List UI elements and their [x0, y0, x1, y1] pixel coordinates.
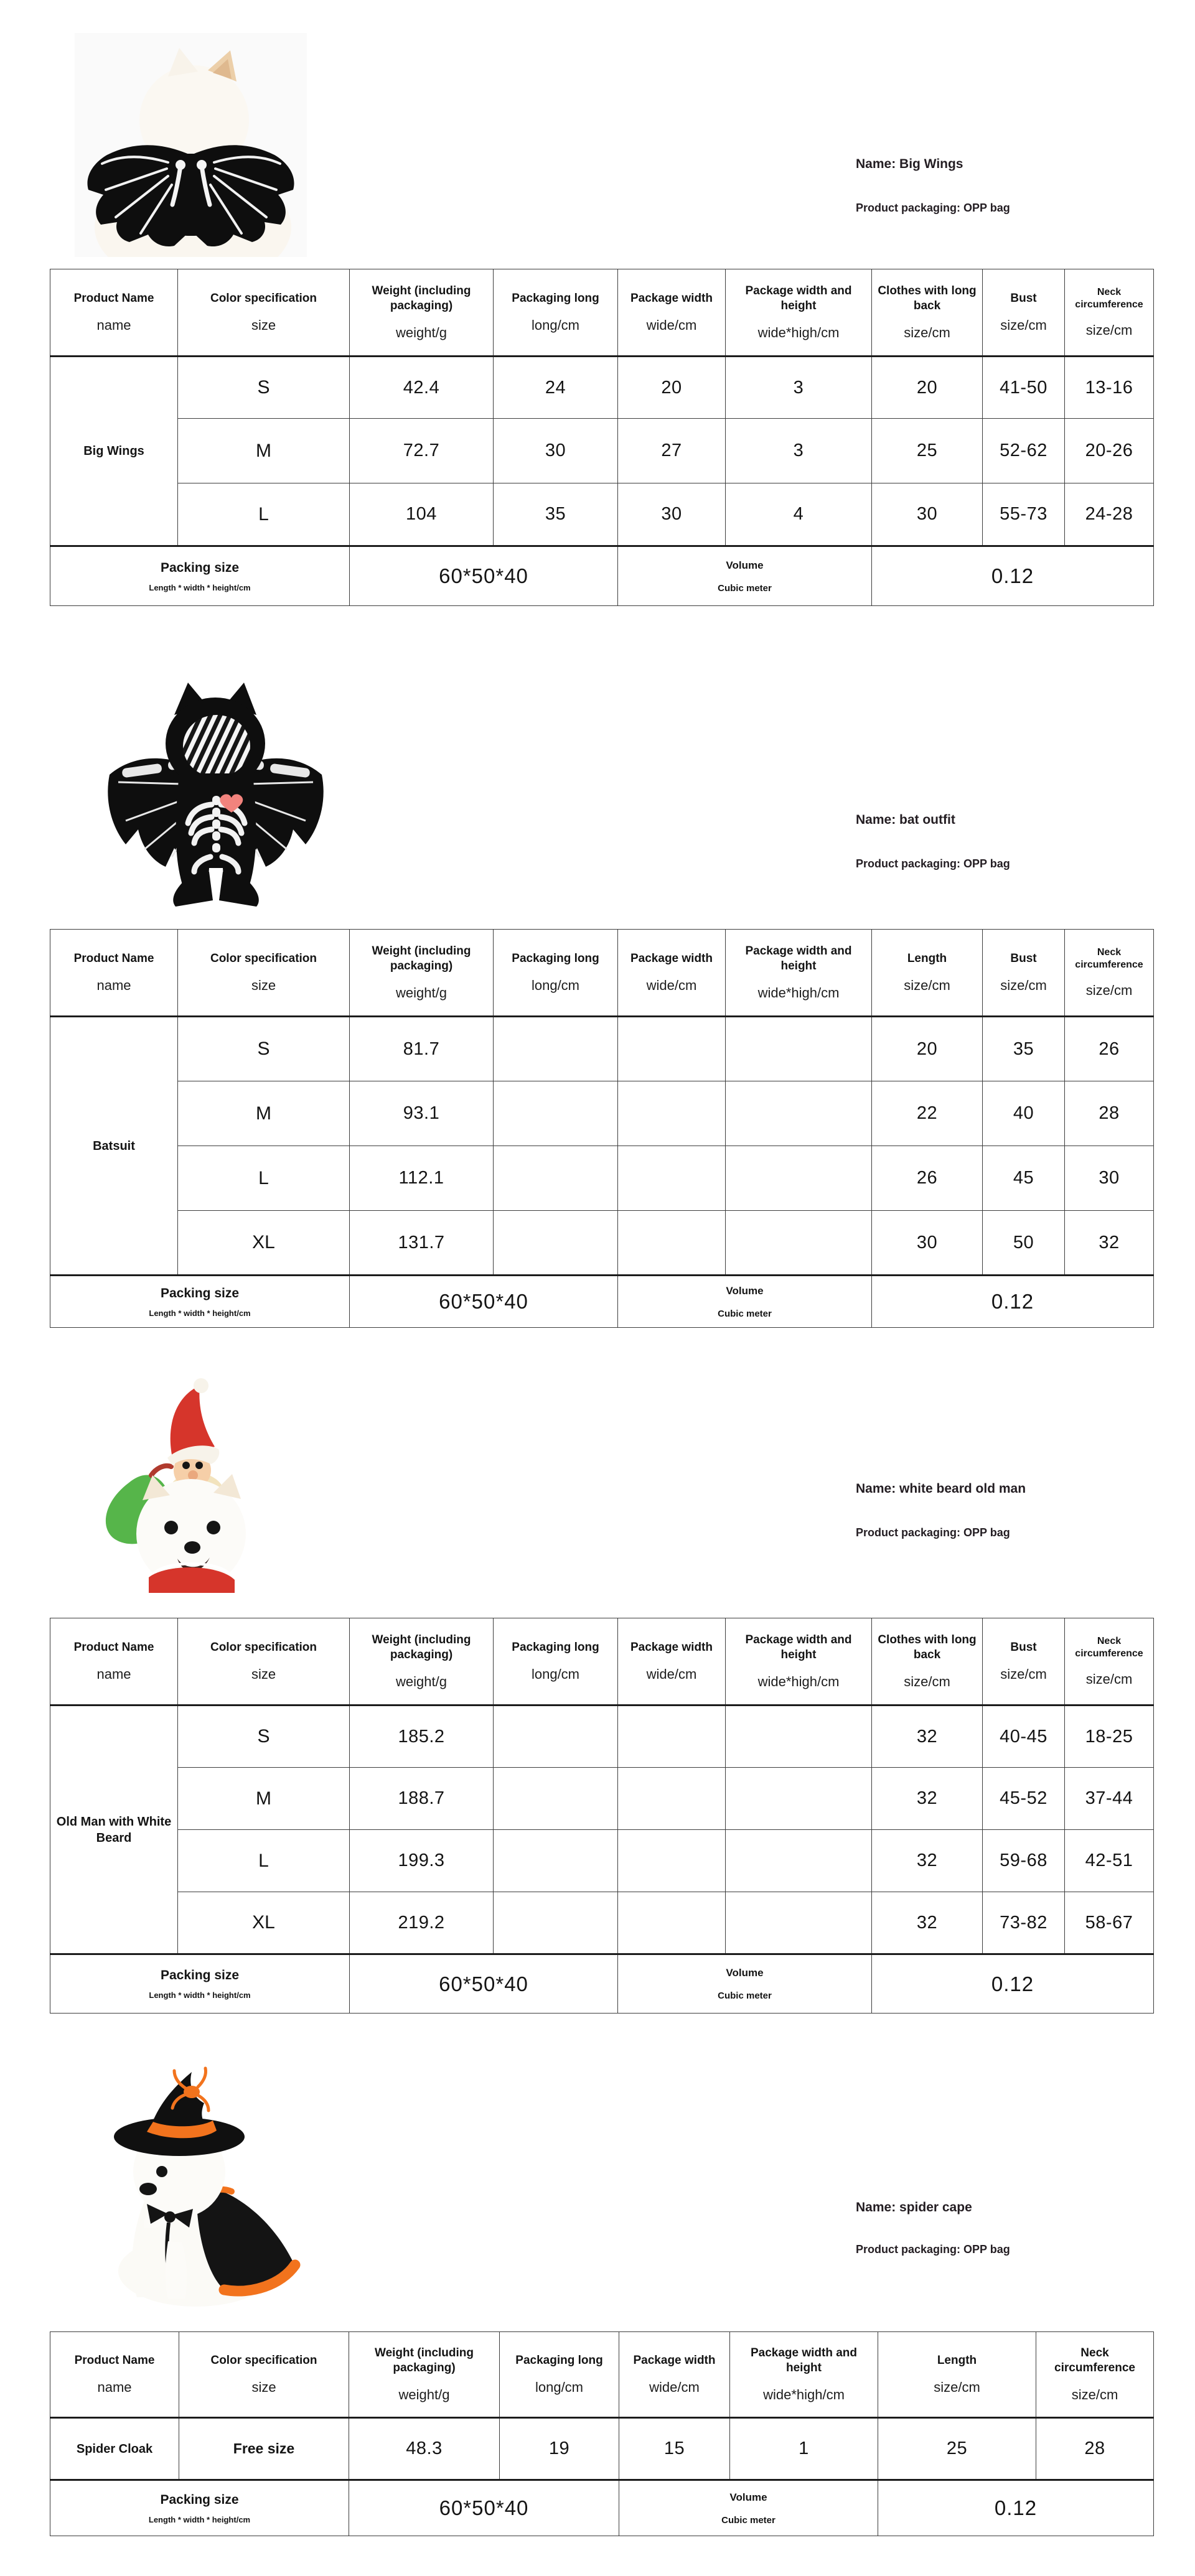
value-cell: 32 [872, 1706, 983, 1768]
packing-sublabel: Length * width * height/cm [149, 582, 251, 592]
column-title: Packaging long [512, 952, 599, 966]
column-title: Package width and height [745, 1633, 852, 1661]
column-title: Bust [1010, 952, 1037, 966]
product-name-caption: Name: white beard old man [856, 1482, 1026, 1496]
bat-wings-illustration [75, 33, 307, 257]
value-cell [726, 1146, 872, 1211]
column-header [1065, 1618, 1154, 1706]
column-unit: size/cm [934, 2379, 980, 2395]
size-cell: XL [178, 1892, 350, 1954]
value-cell [618, 1706, 726, 1768]
value-cell [494, 1211, 618, 1276]
column-header [618, 269, 726, 357]
table-row [50, 1892, 1154, 1954]
value-cell [494, 1146, 618, 1211]
column-header [872, 1618, 983, 1706]
value-cell: 4 [726, 483, 872, 546]
column-unit: name [96, 977, 131, 993]
value-cell [618, 1146, 726, 1211]
volume-label-cell [618, 1954, 872, 2014]
column-title: Weight (including packaging) [372, 284, 471, 312]
column-title: Color specification [210, 952, 317, 966]
header-row [50, 269, 1154, 357]
column-unit: size/cm [1085, 982, 1133, 998]
value-cell: 42.4 [350, 357, 494, 419]
value-cell [618, 1211, 726, 1276]
value-cell: 93.1 [350, 1081, 494, 1146]
column-unit: size [251, 317, 276, 333]
product-photo-spider-cape [75, 2066, 324, 2307]
packing-label-cell [50, 1276, 350, 1328]
value-cell: 55-73 [983, 483, 1065, 546]
column-header [50, 930, 178, 1017]
value-cell: 30 [872, 1211, 983, 1276]
value-cell: 41-50 [983, 357, 1065, 419]
column-unit: wide/cm [646, 1666, 697, 1682]
value-cell: 20-26 [1065, 419, 1154, 483]
column-header [618, 1618, 726, 1706]
value-cell: 19 [500, 2418, 619, 2480]
volume-label: Volume [726, 1284, 764, 1297]
column-header [494, 269, 618, 357]
column-header [178, 269, 350, 357]
packing-row [50, 546, 1154, 606]
value-cell: 35 [983, 1017, 1065, 1081]
column-header [179, 2332, 349, 2418]
column-header [618, 930, 726, 1017]
table-row [50, 357, 1154, 419]
column-title: Color specification [210, 2354, 317, 2368]
santa-costume-illustration [91, 1377, 274, 1593]
packing-row [50, 2480, 1154, 2536]
value-cell [726, 1017, 872, 1081]
column-header [726, 930, 872, 1017]
value-cell: 131.7 [350, 1211, 494, 1276]
value-cell: 30 [618, 483, 726, 546]
value-cell: 104 [350, 483, 494, 546]
size-cell: Free size [179, 2418, 349, 2480]
column-title: Product Name [73, 952, 154, 966]
column-header [350, 269, 494, 357]
column-title: Clothes with long back [878, 284, 977, 312]
volume-label: Volume [729, 2491, 767, 2503]
column-header [983, 269, 1065, 357]
column-unit: size/cm [1000, 317, 1047, 333]
header-row [50, 2332, 1154, 2418]
column-title: Neck circumference [1054, 2346, 1135, 2374]
value-cell [618, 1768, 726, 1830]
column-header [1065, 930, 1154, 1017]
value-cell: 22 [872, 1081, 983, 1146]
product-name-cell: Spider Cloak [50, 2418, 179, 2480]
packing-label-cell [50, 546, 350, 606]
value-cell: 3 [726, 357, 872, 419]
column-title: Color specification [210, 1641, 317, 1654]
column-unit: long/cm [531, 317, 580, 333]
table-row [50, 483, 1154, 546]
column-unit: wide*high/cm [763, 2386, 845, 2402]
value-cell [494, 1768, 618, 1830]
value-cell [494, 1081, 618, 1146]
product-packaging-caption: Product packaging: OPP bag [856, 2243, 1010, 2256]
value-cell [494, 1892, 618, 1954]
value-cell [618, 1017, 726, 1081]
column-header [178, 930, 350, 1017]
column-unit: wide*high/cm [757, 1673, 840, 1689]
value-cell: 26 [872, 1146, 983, 1211]
volume-sublabel: Cubic meter [718, 1990, 772, 2001]
column-title: Bust [1010, 292, 1037, 306]
table-row [50, 1017, 1154, 1081]
column-header [726, 269, 872, 357]
size-cell: S [178, 1706, 350, 1768]
value-cell [618, 1081, 726, 1146]
column-title: Package width and height [745, 284, 852, 312]
column-title: Length [937, 2354, 977, 2368]
column-title: Neck circumference [1075, 1636, 1143, 1659]
column-header [1065, 269, 1154, 357]
packing-size-cell: 60*50*40 [349, 2480, 619, 2536]
volume-value-cell: 0.12 [872, 546, 1154, 606]
value-cell: 50 [983, 1211, 1065, 1276]
value-cell [726, 1892, 872, 1954]
volume-label: Volume [726, 559, 764, 571]
column-header [349, 2332, 500, 2418]
column-title: Clothes with long back [878, 1633, 977, 1661]
value-cell: 27 [618, 419, 726, 483]
packing-size-cell: 60*50*40 [350, 1954, 618, 2014]
column-header [178, 1618, 350, 1706]
value-cell: 48.3 [349, 2418, 500, 2480]
value-cell: 199.3 [350, 1830, 494, 1892]
value-cell: 42-51 [1065, 1830, 1154, 1892]
column-unit: name [96, 1666, 131, 1682]
column-unit: size/cm [904, 324, 950, 340]
volume-sublabel: Cubic meter [721, 2514, 776, 2526]
product-name-caption: Name: bat outfit [856, 813, 955, 827]
column-unit: size/cm [904, 1673, 950, 1689]
column-header [350, 1618, 494, 1706]
value-cell: 59-68 [983, 1830, 1065, 1892]
packing-label: Packing size [160, 560, 240, 575]
column-title: Package width [633, 2354, 716, 2368]
table-row [50, 2418, 1154, 2480]
value-cell: 25 [878, 2418, 1036, 2480]
value-cell [494, 1830, 618, 1892]
column-unit: long/cm [535, 2379, 584, 2395]
column-header [878, 2332, 1036, 2418]
column-title: Color specification [210, 292, 317, 306]
value-cell: 30 [1065, 1146, 1154, 1211]
volume-label-cell [619, 2480, 878, 2536]
value-cell: 32 [872, 1830, 983, 1892]
value-cell: 40 [983, 1081, 1065, 1146]
packing-size-cell: 60*50*40 [350, 1276, 618, 1328]
column-title: Package width [630, 292, 713, 306]
value-cell: 37-44 [1065, 1768, 1154, 1830]
column-title: Weight (including packaging) [374, 2346, 474, 2374]
spec-table-spider-cloak [50, 2331, 1154, 2536]
value-cell: 3 [726, 419, 872, 483]
packing-row [50, 1954, 1154, 2014]
value-cell: 112.1 [350, 1146, 494, 1211]
product-photo-big-wings [75, 33, 307, 257]
column-unit: size [251, 2379, 276, 2395]
value-cell: 28 [1065, 1081, 1154, 1146]
size-cell: S [178, 1017, 350, 1081]
size-cell: M [178, 419, 350, 483]
value-cell: 52-62 [983, 419, 1065, 483]
column-unit: name [96, 317, 131, 333]
column-unit: size/cm [1000, 977, 1047, 993]
spec-table-big-wings [50, 269, 1154, 606]
column-title: Weight (including packaging) [372, 1633, 471, 1661]
column-header [619, 2332, 730, 2418]
column-header [350, 930, 494, 1017]
column-header [494, 1618, 618, 1706]
column-unit: wide*high/cm [757, 984, 840, 1001]
volume-sublabel: Cubic meter [718, 1308, 772, 1319]
product-name-caption: Name: Big Wings [856, 157, 963, 171]
size-cell: S [178, 357, 350, 419]
column-title: Product Name [73, 1641, 154, 1654]
column-title: Package width [630, 952, 713, 966]
packing-label-cell [50, 1954, 350, 2014]
value-cell: 32 [872, 1768, 983, 1830]
column-header [730, 2332, 878, 2418]
product-name-cell: Big Wings [50, 357, 178, 546]
packing-size-cell: 60*50*40 [350, 546, 618, 606]
column-header [50, 1618, 178, 1706]
column-title: Package width and height [750, 2346, 858, 2374]
column-unit: weight/g [396, 984, 447, 1001]
column-unit: weight/g [398, 2386, 450, 2402]
size-cell: XL [178, 1211, 350, 1276]
column-header [500, 2332, 619, 2418]
value-cell: 40-45 [983, 1706, 1065, 1768]
spec-table-batsuit [50, 929, 1154, 1328]
value-cell: 20 [872, 1017, 983, 1081]
column-header [1036, 2332, 1154, 2418]
column-unit: weight/g [396, 324, 447, 340]
column-title: Package width [630, 1641, 713, 1654]
bat-outfit-illustration [100, 680, 332, 913]
value-cell: 73-82 [983, 1892, 1065, 1954]
size-cell: M [178, 1768, 350, 1830]
value-cell: 219.2 [350, 1892, 494, 1954]
column-header [983, 1618, 1065, 1706]
value-cell: 24 [494, 357, 618, 419]
value-cell [726, 1211, 872, 1276]
value-cell: 13-16 [1065, 357, 1154, 419]
value-cell: 32 [872, 1892, 983, 1954]
table-row [50, 419, 1154, 483]
column-title: Packaging long [515, 2354, 603, 2368]
header-row [50, 1618, 1154, 1706]
column-unit: wide/cm [649, 2379, 700, 2395]
volume-label-cell [618, 1276, 872, 1328]
column-title: Neck circumference [1075, 947, 1143, 970]
column-title: Weight (including packaging) [372, 945, 471, 973]
column-unit: long/cm [531, 1666, 580, 1682]
column-unit: size/cm [1000, 1666, 1047, 1682]
value-cell [726, 1830, 872, 1892]
value-cell: 35 [494, 483, 618, 546]
value-cell: 28 [1036, 2418, 1154, 2480]
size-cell: M [178, 1081, 350, 1146]
value-cell: 188.7 [350, 1768, 494, 1830]
column-unit: size [251, 977, 276, 993]
table-row [50, 1211, 1154, 1276]
value-cell [494, 1706, 618, 1768]
column-header [494, 930, 618, 1017]
spec-table-old-man [50, 1618, 1154, 2014]
value-cell [726, 1768, 872, 1830]
header-row [50, 930, 1154, 1017]
column-unit: size [251, 1666, 276, 1682]
column-header [50, 2332, 179, 2418]
volume-value-cell: 0.12 [878, 2480, 1154, 2536]
value-cell: 45 [983, 1146, 1065, 1211]
volume-label-cell [618, 546, 872, 606]
value-cell: 45-52 [983, 1768, 1065, 1830]
column-title: Length [907, 952, 947, 966]
packing-sublabel: Length * width * height/cm [149, 1308, 251, 1318]
packing-sublabel: Length * width * height/cm [148, 2514, 251, 2524]
spider-cape-illustration [75, 2066, 324, 2307]
column-unit: name [97, 2379, 132, 2395]
packing-label: Packing size [160, 1968, 240, 1982]
column-unit: wide*high/cm [757, 324, 840, 340]
column-unit: size/cm [1085, 322, 1133, 338]
packing-row [50, 1276, 1154, 1328]
product-packaging-caption: Product packaging: OPP bag [856, 1526, 1010, 1539]
packing-sublabel: Length * width * height/cm [149, 1990, 251, 2000]
column-title: Package width and height [745, 945, 852, 973]
value-cell: 32 [1065, 1211, 1154, 1276]
value-cell: 26 [1065, 1017, 1154, 1081]
value-cell: 20 [872, 357, 983, 419]
value-cell: 25 [872, 419, 983, 483]
product-name-cell: Batsuit [50, 1017, 178, 1276]
size-cell: L [178, 1146, 350, 1211]
volume-value-cell: 0.12 [872, 1954, 1154, 2014]
column-unit: wide/cm [646, 317, 697, 333]
volume-label: Volume [726, 1967, 764, 1979]
column-header [983, 930, 1065, 1017]
product-packaging-caption: Product packaging: OPP bag [856, 202, 1010, 214]
value-cell: 18-25 [1065, 1706, 1154, 1768]
value-cell: 58-67 [1065, 1892, 1154, 1954]
packing-label: Packing size [160, 1286, 240, 1300]
value-cell: 30 [494, 419, 618, 483]
column-title: Product Name [74, 2354, 155, 2368]
packing-label: Packing size [160, 2492, 239, 2507]
value-cell [618, 1892, 726, 1954]
value-cell: 185.2 [350, 1706, 494, 1768]
column-unit: size/cm [904, 977, 950, 993]
column-header [50, 269, 178, 357]
table-row [50, 1081, 1154, 1146]
product-photo-bat-outfit [100, 680, 332, 913]
value-cell: 24-28 [1065, 483, 1154, 546]
product-photo-white-beard-old-man [91, 1377, 274, 1593]
table-row [50, 1830, 1154, 1892]
column-header [872, 930, 983, 1017]
column-title: Bust [1010, 1641, 1037, 1654]
value-cell: 15 [619, 2418, 730, 2480]
product-packaging-caption: Product packaging: OPP bag [856, 857, 1010, 870]
column-title: Packaging long [512, 1641, 599, 1654]
product-name-caption: Name: spider cape [856, 2200, 972, 2214]
table-row [50, 1706, 1154, 1768]
product-name-cell: Old Man with White Beard [50, 1706, 178, 1954]
column-unit: size/cm [1071, 2386, 1118, 2402]
column-unit: long/cm [531, 977, 580, 993]
packing-label-cell [50, 2480, 349, 2536]
column-unit: weight/g [396, 1673, 447, 1689]
column-unit: size/cm [1085, 1671, 1133, 1687]
value-cell: 81.7 [350, 1017, 494, 1081]
volume-value-cell: 0.12 [872, 1276, 1154, 1328]
column-header [872, 269, 983, 357]
volume-sublabel: Cubic meter [718, 582, 772, 594]
value-cell: 72.7 [350, 419, 494, 483]
value-cell [726, 1706, 872, 1768]
column-unit: wide/cm [646, 977, 697, 993]
value-cell: 30 [872, 483, 983, 546]
table-row [50, 1768, 1154, 1830]
size-cell: L [178, 1830, 350, 1892]
size-cell: L [178, 483, 350, 546]
column-header [726, 1618, 872, 1706]
column-title: Packaging long [512, 292, 599, 306]
value-cell: 20 [618, 357, 726, 419]
value-cell: 1 [730, 2418, 878, 2480]
column-title: Product Name [73, 292, 154, 306]
table-row [50, 1146, 1154, 1211]
value-cell [494, 1017, 618, 1081]
value-cell [618, 1830, 726, 1892]
column-title: Neck circumference [1075, 287, 1143, 310]
value-cell [726, 1081, 872, 1146]
